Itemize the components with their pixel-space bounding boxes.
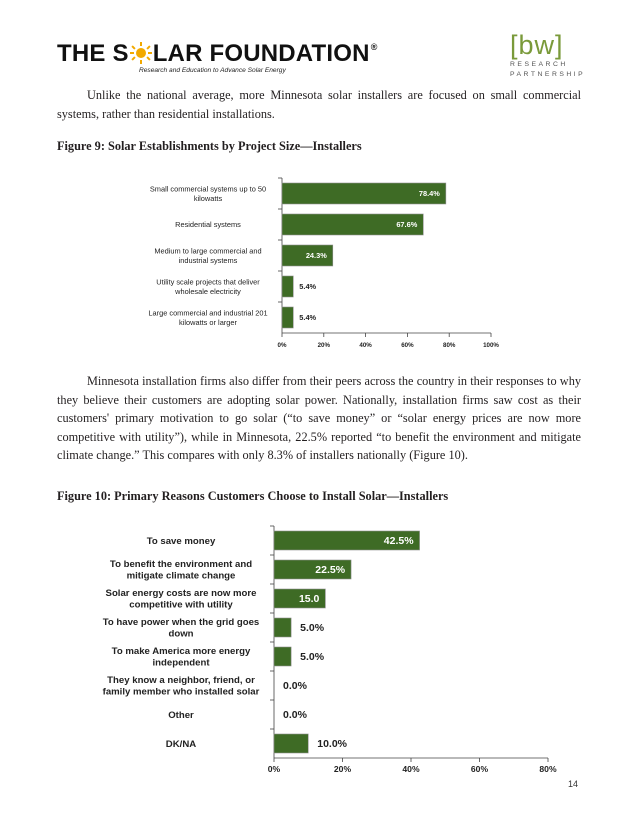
category-label: DK/NA: [165, 738, 197, 750]
paragraph-1: Unlike the national average, more Minnesota solar installers are focused on small commercial systems, rather than residential installations.: [57, 88, 581, 121]
x-tick-label: 40%: [402, 764, 420, 774]
registered-mark: ®: [370, 42, 378, 52]
logo-text-before: THE S: [57, 40, 129, 67]
bw-logo-line1: RESEARCH: [510, 61, 568, 68]
x-tick-label: 60%: [401, 342, 414, 349]
x-tick-label: 80%: [539, 764, 557, 774]
data-label: 5.0%: [300, 651, 325, 664]
category-label: Solar energy costs are now more: [105, 588, 257, 600]
category-label: mitigate climate change: [126, 570, 236, 582]
data-label: 5.0%: [300, 622, 325, 635]
data-label: 22.5%: [315, 564, 346, 577]
x-tick-label: 40%: [359, 342, 372, 349]
category-label: family member who installed solar: [102, 686, 260, 698]
bar: [274, 734, 308, 753]
category-label: independent: [152, 657, 210, 669]
category-label: To benefit the environment and: [109, 559, 253, 571]
logo-text-after: LAR FOUNDATION: [152, 40, 370, 67]
data-label: 5.4%: [299, 282, 317, 292]
category-label: Large commercial and industrial 201: [148, 308, 268, 318]
bw-logo-line2: PARTNERSHIP: [510, 71, 586, 78]
data-label: 67.6%: [396, 220, 418, 230]
category-label: competitive with utility: [129, 599, 233, 611]
category-label: Residential systems: [175, 220, 241, 230]
figure-10-title: Figure 10: Primary Reasons Customers Choose to Install Solar—Installers: [57, 489, 449, 503]
paragraph-2: Minnesota installation firms also differ from their peers across the country in their responses to why they believe their customers are adopting solar power. Nationally, installation firms saw cost as their customers' primary motivation to go solar (“to save money” or “solar energy prices are now more competitive with utility”), while in Minnesota, 22.5% reported “to benefit the environment and mitigate climate change.” This compares with only 8.3% of installers nationally (Figure 10).: [57, 374, 581, 463]
category-label: Small commercial systems up to 50: [149, 184, 267, 194]
data-label: 42.5%: [383, 535, 414, 548]
data-label: 10.0%: [317, 738, 348, 751]
bar: [274, 647, 291, 666]
data-label: 0.0%: [283, 680, 307, 693]
category-label: Utility scale projects that deliver: [156, 277, 260, 287]
x-tick-label: 20%: [317, 342, 330, 349]
category-label: down: [168, 628, 194, 640]
category-label: Medium to large commercial and: [154, 246, 262, 256]
category-label: wholesale electricity: [175, 286, 241, 296]
category-label: To save money: [146, 535, 216, 547]
category-label: To have power when the grid goes: [102, 617, 260, 629]
bar: [274, 618, 291, 637]
category-label: industrial systems: [178, 255, 238, 265]
x-tick-label: 20%: [333, 764, 352, 774]
x-tick-label: 60%: [470, 764, 489, 774]
data-label: 24.3%: [305, 251, 327, 261]
x-tick-label: 0%: [267, 764, 281, 774]
page-number: 14: [568, 779, 579, 789]
category-label: Other: [168, 709, 194, 721]
category-label: To make America more energy: [111, 646, 251, 658]
category-label: kilowatts or larger: [179, 317, 237, 327]
data-label: 15.0: [298, 593, 320, 606]
figure-9-title: Figure 9: Solar Establishments by Project Size—Installers: [57, 139, 362, 153]
data-label: 5.4%: [299, 313, 317, 323]
x-tick-label: 80%: [443, 342, 456, 349]
data-label: 0.0%: [283, 709, 307, 722]
data-label: 78.4%: [418, 189, 440, 199]
x-tick-label: 0%: [277, 342, 287, 349]
logo-tagline: Research and Education to Advance Solar Energy: [139, 67, 286, 74]
x-tick-label: 100%: [483, 342, 499, 349]
category-label: They know a neighbor, friend, or: [107, 675, 255, 687]
category-label: kilowatts: [193, 193, 223, 203]
bw-logo-mark: [bw]: [510, 30, 564, 60]
